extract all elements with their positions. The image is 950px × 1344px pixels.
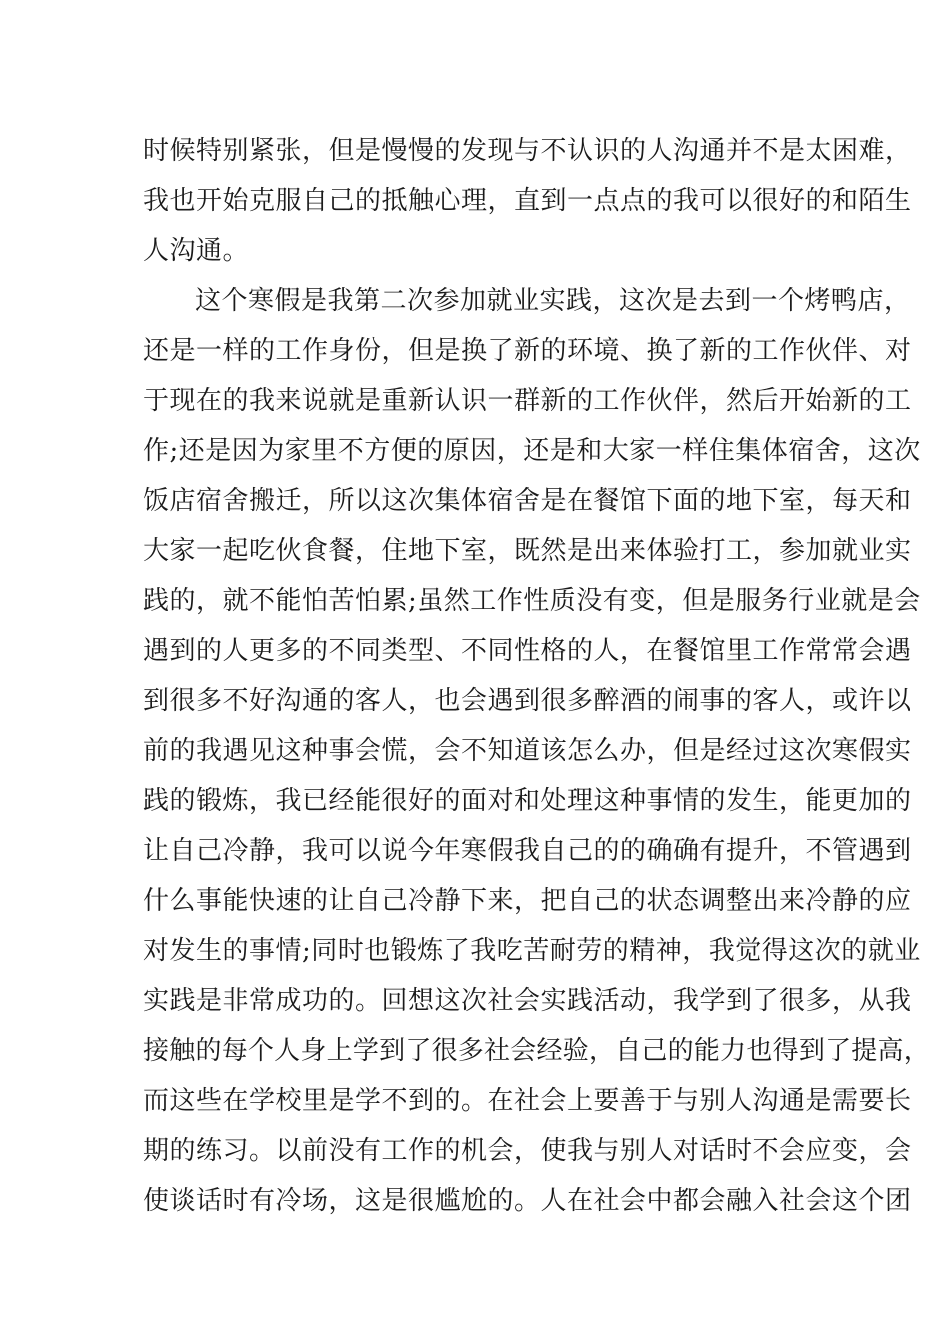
text-line-6: 于现在的我来说就是重新认识一群新的工作伙伴，然后开始新的工 xyxy=(143,386,912,416)
text-line-14: 践的锻炼，我已经能很好的面对和处理这种事情的发生，能更加的 xyxy=(143,786,912,816)
text-line-17: 对发生的事情;同时也锻炼了我吃苦耐劳的精神，我觉得这次的就业 xyxy=(143,936,921,966)
text-line-21: 期的练习。以前没有工作的机会，使我与别人对话时不会应变，会 xyxy=(143,1136,912,1166)
text-line-1: 时候特别紧张，但是慢慢的发现与不认识的人沟通并不是太困难， xyxy=(143,136,912,166)
text-line-8: 饭店宿舍搬迁，所以这次集体宿舍是在餐馆下面的地下室，每天和 xyxy=(143,486,912,516)
text-line-11: 遇到的人更多的不同类型、不同性格的人，在餐馆里工作常常会遇 xyxy=(143,636,912,666)
text-line-5: 还是一样的工作身份，但是换了新的环境、换了新的工作伙伴、对 xyxy=(143,336,912,366)
text-line-19: 接触的每个人身上学到了很多社会经验，自己的能力也得到了提高， xyxy=(143,1036,931,1066)
text-line-3: 人沟通。 xyxy=(143,236,250,266)
text-line-18: 实践是非常成功的。回想这次社会实践活动，我学到了很多，从我 xyxy=(143,986,912,1016)
text-line-16: 什么事能快速的让自己冷静下来，把自己的状态调整出来冷静的应 xyxy=(143,886,912,916)
text-line-2: 我也开始克服自己的抵触心理，直到一点点的我可以很好的和陌生 xyxy=(143,186,912,216)
text-line-10: 践的，就不能怕苦怕累;虽然工作性质没有变，但是服务行业就是会 xyxy=(143,586,921,616)
text-line-15: 让自己冷静，我可以说今年寒假我自己的的确确有提升，不管遇到 xyxy=(143,836,912,866)
text-line-22: 使谈话时有冷场，这是很尴尬的。人在社会中都会融入社会这个团 xyxy=(143,1186,912,1216)
text-line-12: 到很多不好沟通的客人，也会遇到很多醉酒的闹事的客人，或许以 xyxy=(143,686,912,716)
text-line-13: 前的我遇见这种事会慌，会不知道该怎么办，但是经过这次寒假实 xyxy=(143,736,912,766)
text-line-7: 作;还是因为家里不方便的原因，还是和大家一样住集体宿舍，这次 xyxy=(143,436,921,466)
text-line-20: 而这些在学校里是学不到的。在社会上要善于与别人沟通是需要长 xyxy=(143,1086,912,1116)
text-line-9: 大家一起吃伙食餐，住地下室，既然是出来体验打工，参加就业实 xyxy=(143,536,912,566)
text-line-4: 这个寒假是我第二次参加就业实践，这次是去到一个烤鸭店， xyxy=(195,286,911,316)
